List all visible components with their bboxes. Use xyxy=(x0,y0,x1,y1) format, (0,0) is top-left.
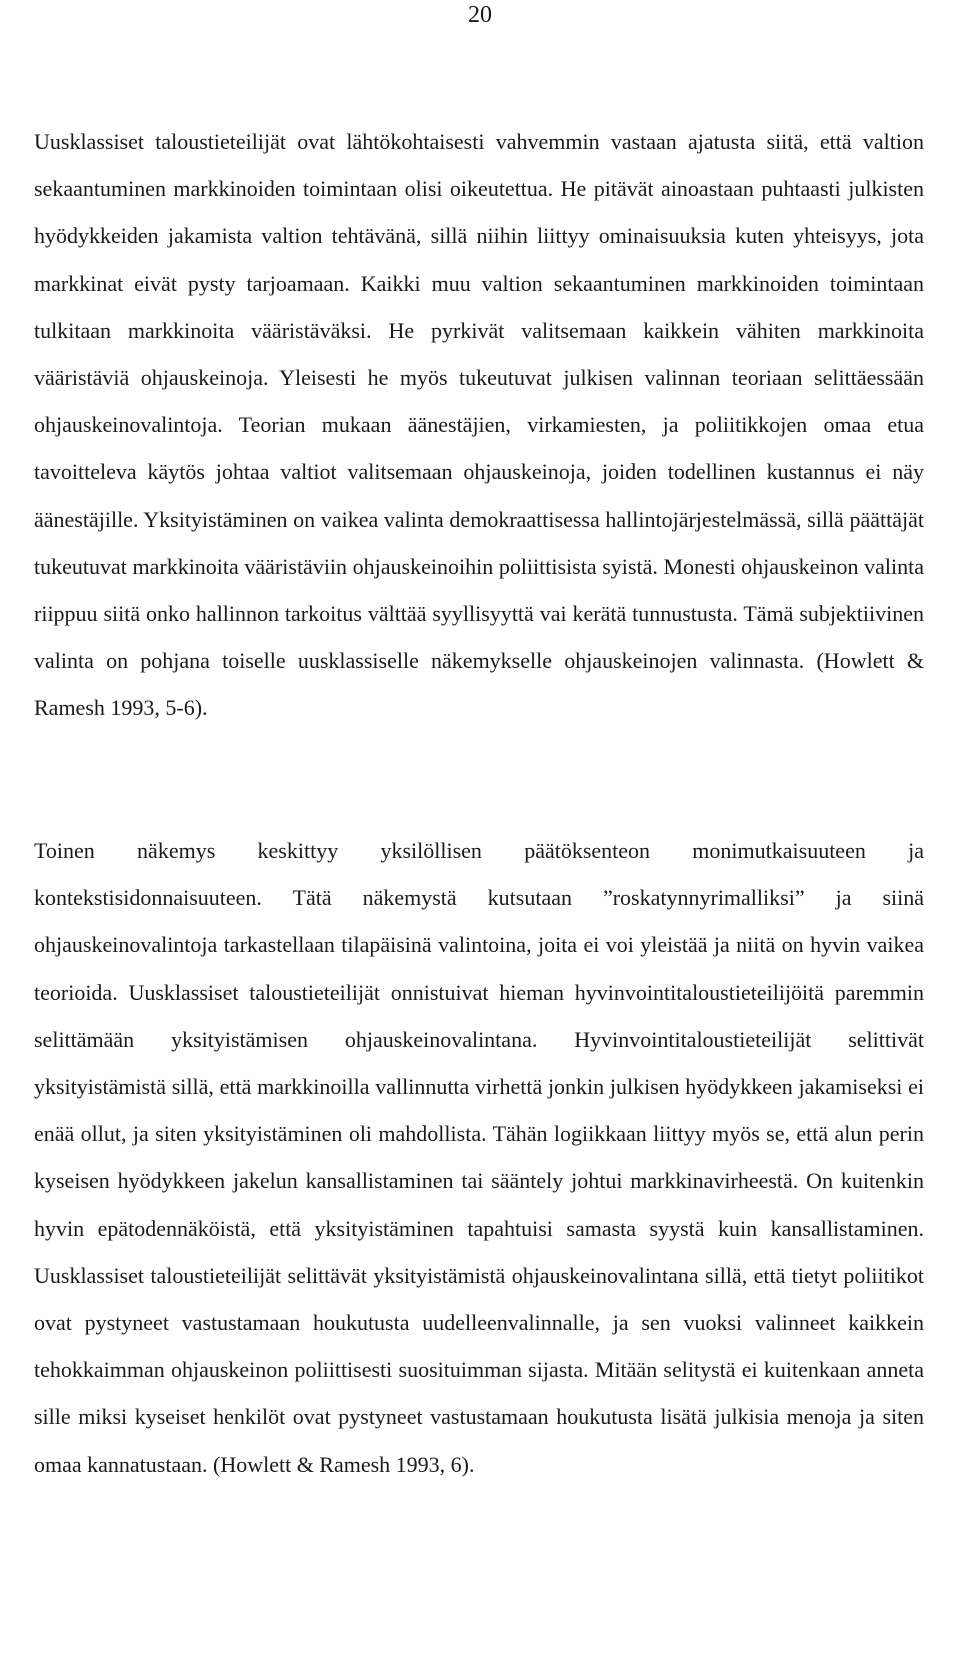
page-number: 20 xyxy=(468,2,492,28)
paragraph-1: Uusklassiset taloustieteilijät ovat lähtökohtaisesti vahvemmin vastaan ajatusta siitä, että valtion sekaantuminen markkinoiden toimintaan olisi oikeutettua. He pitävät ainoastaan puhtaasti julkisten hyödykkeiden jakamista valtion tehtävänä, sillä niihin liittyy ominaisuuksia kuten yhteisyys, jota markkinat eivät pysty tarjoamaan. Kaikki muu valtion sekaantuminen markkinoiden toimintaan tulkitaan markkinoita vääristäväksi. He pyrkivät valitsemaan kaikkein vähiten markkinoita vääristäviä ohjauskeinoja. Yleisesti he myös tukeutuvat julkisen valinnan teoriaan selittäessään ohjauskeinovalintoja. Teorian mukaan äänestäjien, virkamiesten, ja poliitikkojen omaa etua tavoitteleva käytös johtaa valtiot valitsemaan ohjauskeinoja, joiden todellinen kustannus ei näy äänestäjille. Yksityistäminen on vaikea valinta demokraattisessa hallintojärjestelmässä, sillä päättäjät tukeutuvat markkinoita vääristäviin ohjauskeinoihin poliittisista syistä. Monesti ohjauskeinon valinta riippuu siitä onko hallinnon tarkoitus välttää syyllisyyttä vai kerätä tunnustusta. Tämä subjektiivinen valinta on pohjana toiselle uusklassiselle näkemykselle ohjauskeinojen valinnasta. (Howlett & Ramesh 1993, 5-6). xyxy=(34,129,924,721)
paragraph-2: Toinen näkemys keskittyy yksilöllisen päätöksenteon monimutkaisuuteen ja kontekstisidonnaisuuteen. Tätä näkemystä kutsutaan ”roskatynnyrimalliksi” ja siinä ohjauskeinovalintoja tarkastellaan tilapäisinä valintoina, joita ei voi yleistää ja niitä on hyvin vaikea teorioida. Uusklassiset taloustieteilijät onnistuivat hieman hyvinvointitaloustieteilijöitä paremmin selittämään yksityistämisen ohjauskeinovalintana. Hyvinvointitaloustieteilijät selittivät yksityistämistä sillä, että markkinoilla vallinnutta virhettä jonkin julkisen hyödykkeen jakamiseksi ei enää ollut, ja siten yksityistäminen oli mahdollista. Tähän logiikkaan liittyy myös se, että alun perin kyseisen hyödykkeen jakelun kansallistaminen tai sääntely johtui markkinavirheestä. On kuitenkin hyvin epätodennäköistä, että yksityistäminen tapahtuisi samasta syystä kuin kansallistaminen. Uusklassiset taloustieteilijät selittävät yksityistämistä ohjauskeinovalintana sillä, että tietyt poliitikot ovat pystyneet vastustamaan houkutusta uudelleenvalinnalle, ja sen vuoksi valinneet kaikkein tehokkaimman ohjauskeinon poliittisesti suosituimman sijasta. Mitään selitystä ei kuitenkaan anneta sille miksi kyseiset henkilöt ovat pystyneet vastustamaan houkutusta lisätä julkisia menoja ja siten omaa kannatustaan. (Howlett & Ramesh 1993, 6). xyxy=(34,838,924,1477)
